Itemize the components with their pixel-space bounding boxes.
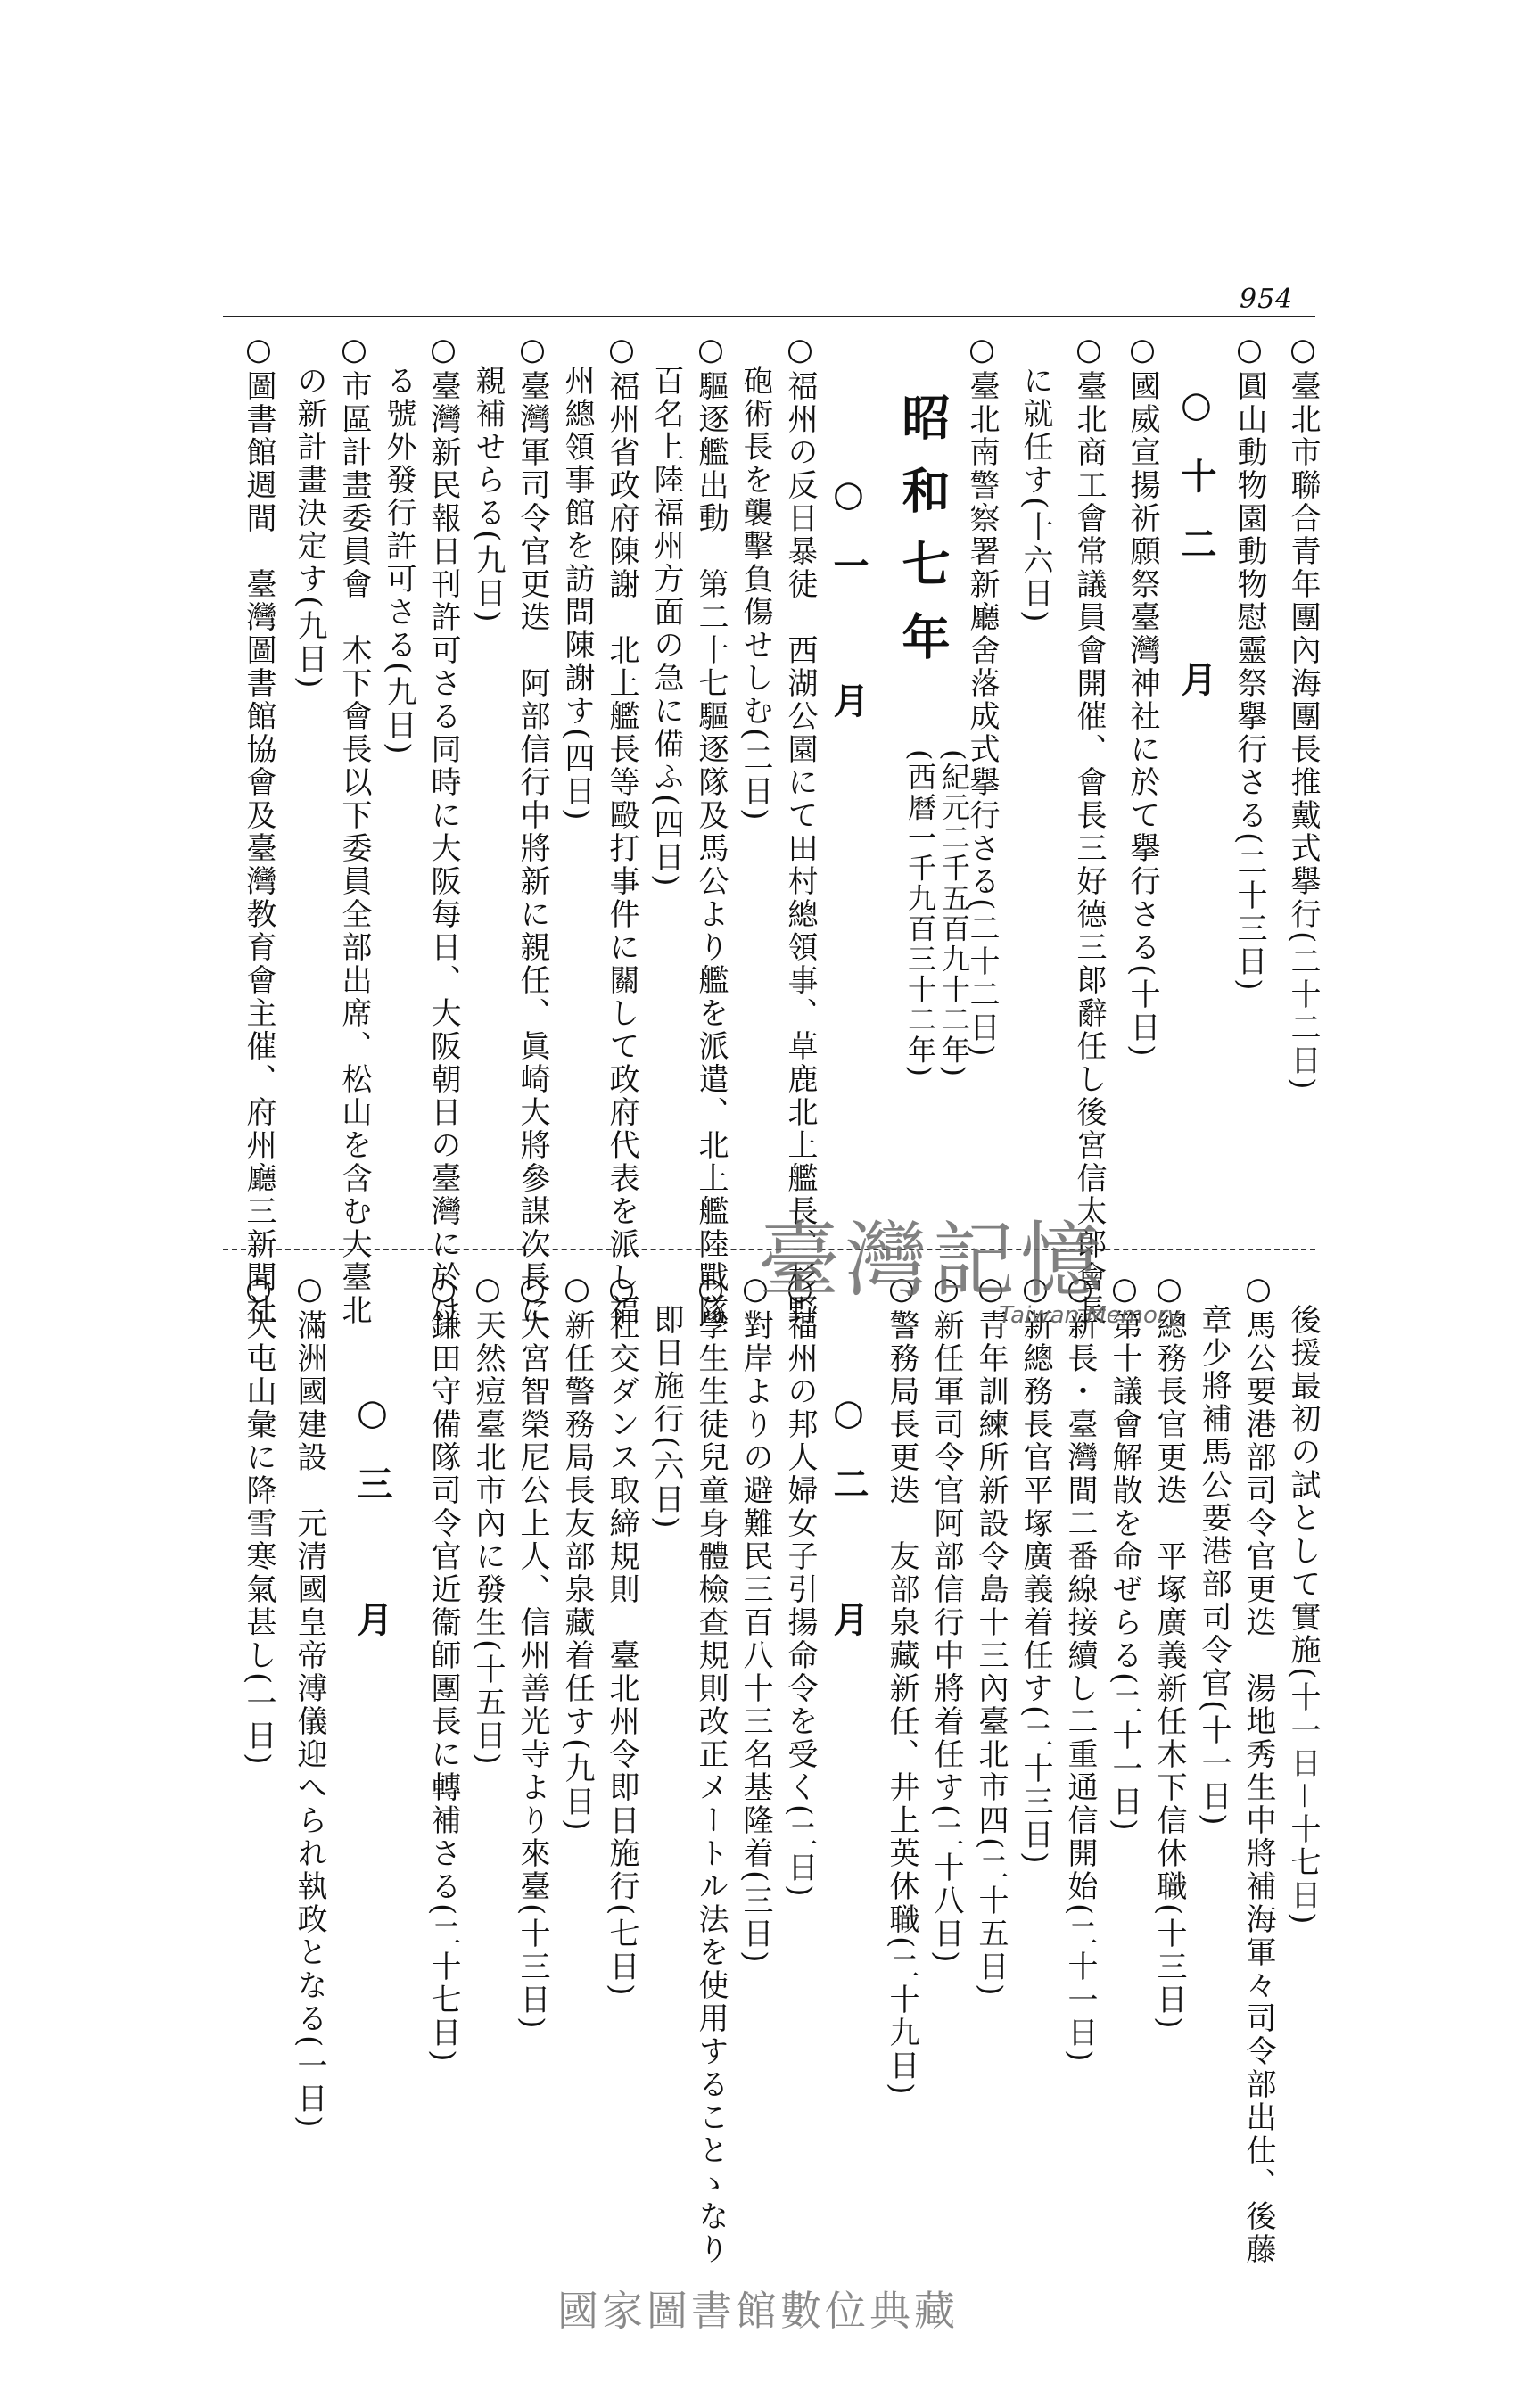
- upper2-col-1: ○福州の反日暴徒 西湖公園にて田村總領事、草鹿北上艦長、杉野: [782, 332, 818, 1327]
- lower-col-16: ○新任警務局長友部泉藏着任す(九日): [559, 1271, 595, 1834]
- lower-col-12: ○對岸よりの避難民三百八十三名基隆着(三日): [737, 1271, 773, 1966]
- lower-col-7: ○青年訓練所新設令島十三內臺北市四(二十五日): [973, 1271, 1009, 1999]
- month-heading-dec: ○十二 月: [1175, 383, 1217, 729]
- upper-col-3: ○國威宣揚祈願祭臺灣神社に於て擧行さる(十日): [1125, 332, 1160, 1060]
- lower-col-14: 即日施行(六日): [648, 1271, 684, 1531]
- lower-col-6: ○新總務長官平塚廣義着任す(二十三日): [1018, 1271, 1053, 1867]
- month-heading-jan: ○一 月: [828, 473, 869, 750]
- upper2-col-12: の新計畫決定す(九日): [292, 332, 327, 691]
- lower-col-1: ○馬公要港部司令官更迭 湯地秀生中將補海軍々司令部出仕、後藤: [1240, 1271, 1276, 2266]
- month-heading-mar: ○三 月: [351, 1391, 393, 1669]
- upper2-col-2: 砲術長を襲擊負傷せしむ(二日): [737, 332, 773, 823]
- era-line-1: (紀元二千五百九十二年): [937, 749, 971, 1078]
- upper2-col-11: ○市區計畫委員會 木下會長以下委員全部出席、松山を含む大臺北: [336, 332, 372, 1327]
- lower-col-9: ○警務局長更迭 友部泉藏新任、井上英休職(二十九日): [884, 1271, 919, 2098]
- lower-col-18: ○天然痘臺北市內に發生(十五日): [470, 1271, 506, 1768]
- upper-col-1: ○圓山動物園動物慰靈祭擧行さる(二十三日): [1232, 332, 1267, 994]
- lower-col-2: 章少將補馬公要港部司令官(十一日): [1196, 1271, 1232, 1828]
- upper-col-5: に就任す(十六日): [1018, 332, 1053, 625]
- page-number: 954: [1240, 284, 1294, 315]
- lower-col-3: ○總務長官更迭 平塚廣義新任木下信休職(十三日): [1151, 1271, 1187, 2032]
- year-heading: 昭和七年: [894, 392, 952, 685]
- lower-col-11: ○福州の邦人婦女子引揚命令を受く(二日): [782, 1271, 818, 1900]
- era-line-2: (西曆一千九百三十二年): [903, 749, 937, 1078]
- upper2-col-6: 州總領事館を訪問陳謝す(四日): [559, 332, 595, 823]
- lower-col-21: ○滿洲國建設 元清國皇帝溥儀迎へられ執政となる(一日): [292, 1271, 327, 2131]
- lower-col-22: ○大屯山彙に降雪寒氣甚し(一日): [241, 1271, 276, 1768]
- upper2-col-8: 親補せらる(九日): [470, 332, 506, 625]
- lower-col-0: 後援最初の試として實施(十一日－十七日): [1285, 1271, 1321, 1927]
- lower-col-8: ○新任軍司令官阿部信行中將着任す(二十八日): [928, 1271, 964, 1966]
- lower-col-15: ○社交ダンス取締規則 臺北州令即日施行(七日): [604, 1271, 639, 1999]
- upper2-col-9: ○臺灣新民報日刊許可さる同時に大阪每日、大阪朝日の臺灣に於け: [425, 332, 461, 1327]
- upper-col-4: ○臺北商工會常議員會開催、會長三好德三郞辭任し後宮信太郞會長: [1071, 332, 1107, 1327]
- lower-col-13: ○學生生徒兒童身體檢查規則改正メートル法を使用することゝなり: [693, 1271, 729, 2266]
- top-rule: [223, 316, 1315, 317]
- upper2-col-4: 百名上陸福州方面の急に備ふ(四日): [648, 332, 684, 889]
- upper2-col-3: ○驅逐艦出動 第二十七驅逐隊及馬公より艦を派遣、北上艦陸戰隊: [693, 332, 729, 1327]
- watermark-logo: 臺灣記憶: [758, 1213, 1108, 1308]
- month-heading-feb: ○二 月: [828, 1391, 869, 1669]
- upper2-col-10: る號外發行許可さる(九日): [381, 332, 416, 757]
- lower-col-4: ○第十議會解散を命ぜらる(二十一日): [1107, 1271, 1142, 1834]
- upper2-col-7: ○臺灣軍司令官更迭 阿部信行中將新に親任、眞崎大將參謀次長に: [515, 332, 550, 1327]
- upper2-col-13: ○圖書館週間 臺灣圖書館協會及臺灣教育會主催、府州廳三新聞社: [241, 332, 276, 1327]
- watermark-subtitle: Taiwan Memory: [999, 1302, 1181, 1329]
- upper-col-6: ○臺北南警察署新廳舍落成式擧行さる(二十二日): [964, 332, 1000, 1060]
- lower-col-5: ○新長・臺灣間二番線接續し二重通信開始(二十一日): [1062, 1271, 1098, 2065]
- upper2-col-5: ○福州省政府陳謝 北上艦長等毆打事件に關して政府代表を派し福: [604, 332, 639, 1327]
- footer-credit: 國家圖書館數位典藏: [557, 2287, 959, 2335]
- lower-col-19: ○鎌田守備隊司令官近衞師團長に轉補さる(二十七日): [425, 1271, 461, 2065]
- lower-col-17: ○大宮智榮尼公上人、信州善光寺より來臺(十三日): [515, 1271, 550, 2032]
- upper-col-0: ○臺北市聯合青年團內海團長推戴式擧行(二十二日): [1285, 332, 1321, 1093]
